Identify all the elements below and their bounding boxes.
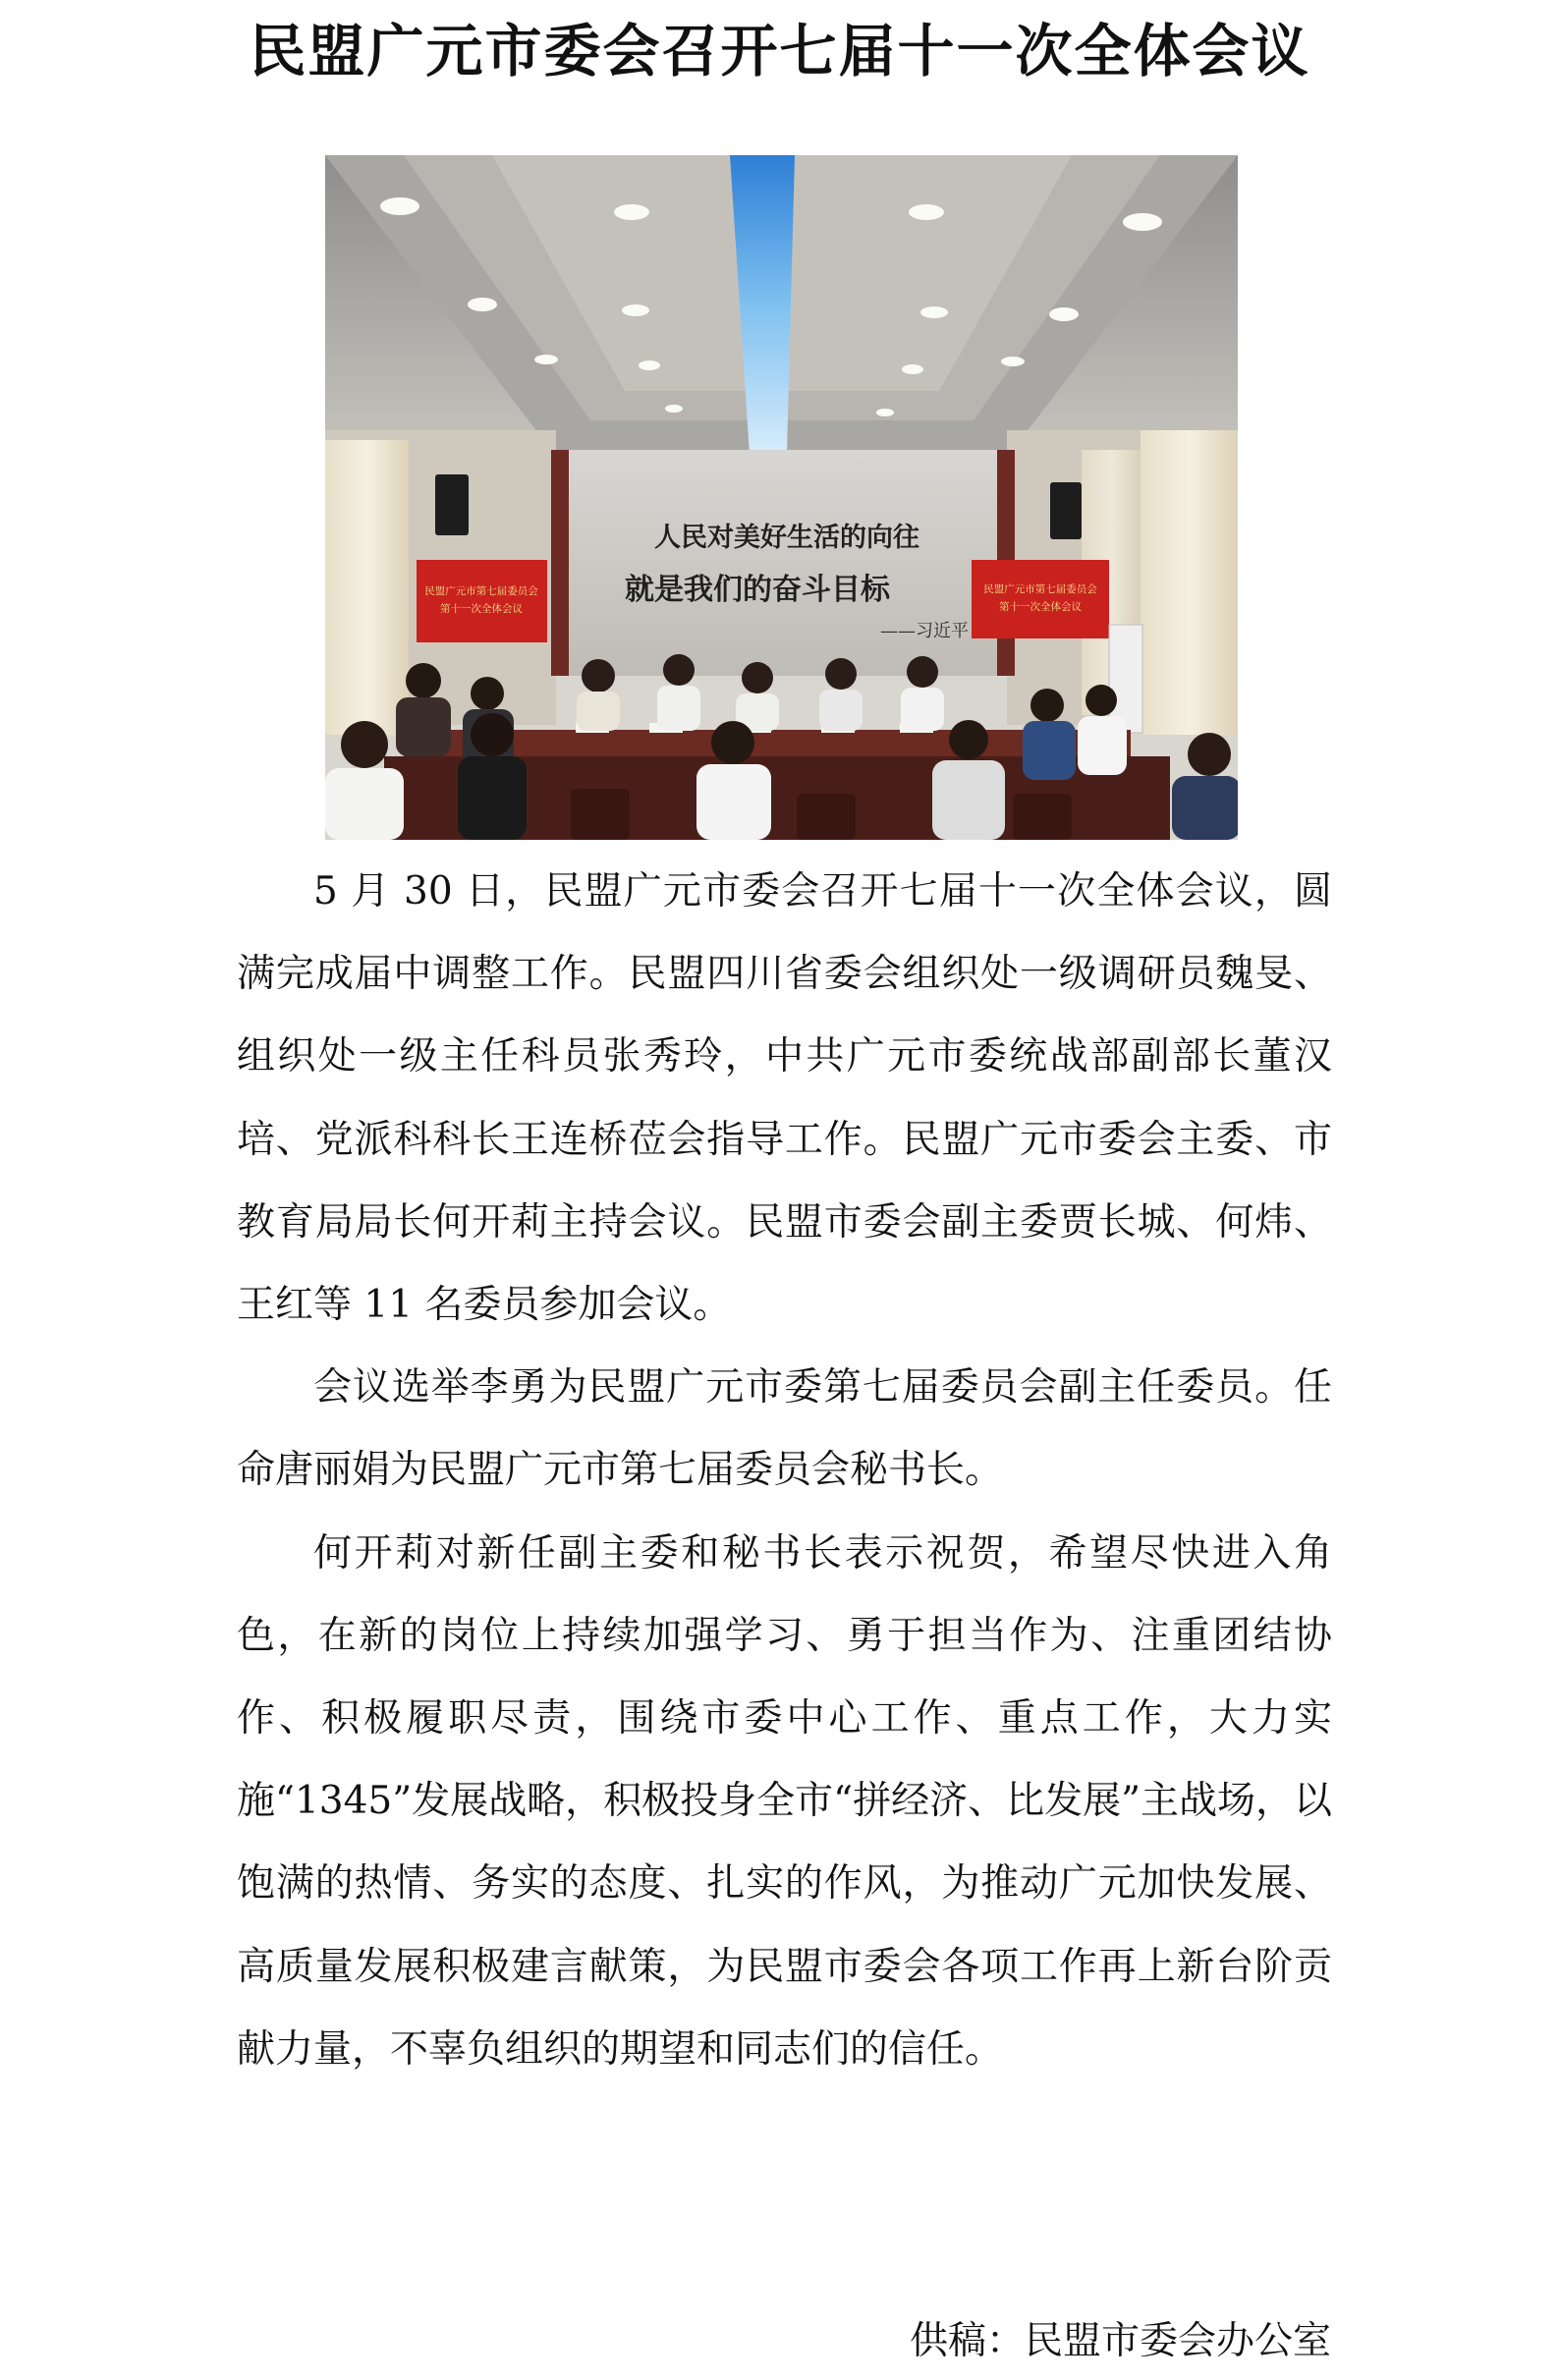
meeting-photo: [325, 155, 1238, 840]
paragraph-1: 5 月 30 日，民盟广元市委会召开七届十一次全体会议，圆满完成届中调整工作。民盟四川省委会组织处一级调研员魏旻、组织处一级主任科员张秀玲，中共广元市委统战部副部长董汉培、党派科科长王连桥莅会指导工作。民盟广元市委会主委、市教育局局长何开莉主持会议。民盟市委会副主委贾长城、何炜、王红等 11 名委员参加会议。: [237, 869, 1332, 1328]
paragraph-2: 会议选举李勇为民盟广元市委第七届委员会副主任委员。任命唐丽娟为民盟广元市第七届委员会秘书长。: [237, 1365, 1332, 1493]
banner-right-line1: 民盟广元市第七届委员会: [983, 583, 1097, 595]
source-credit: 供稿：民盟市委会办公室: [909, 2319, 1331, 2363]
banner-left-line2: 第十一次全体会议: [440, 603, 523, 615]
wall-signature: ——习近平: [880, 621, 969, 641]
article-body: [237, 851, 1332, 2091]
wall-slogan-line1: 人民对美好生活的向往: [654, 523, 919, 553]
wall-slogan-line2: 就是我们的奋斗目标: [625, 573, 890, 607]
article-title: 民盟广元市委会召开七届十一次全体会议: [249, 18, 1310, 84]
banner-right-line2: 第十一次全体会议: [999, 601, 1082, 613]
paragraph-3: 何开莉对新任副主委和秘书长表示祝贺，希望尽快进入角色，在新的岗位上持续加强学习、勇于担当作为、注重团结协作、积极履职尽责，围绕市委中心工作、重点工作，大力实施“1345”发展战略，积极投身全市“拼经济、比发展”主战场，以饱满的热情、务实的态度、扎实的作风，为推动广元加快发展、高质量发展积极建言献策，为民盟市委会各项工作再上新台阶贡献力量，不辜负组织的期望和同志们的信任。: [237, 1530, 1333, 2072]
banner-left-line1: 民盟广元市第七届委员会: [424, 585, 538, 597]
